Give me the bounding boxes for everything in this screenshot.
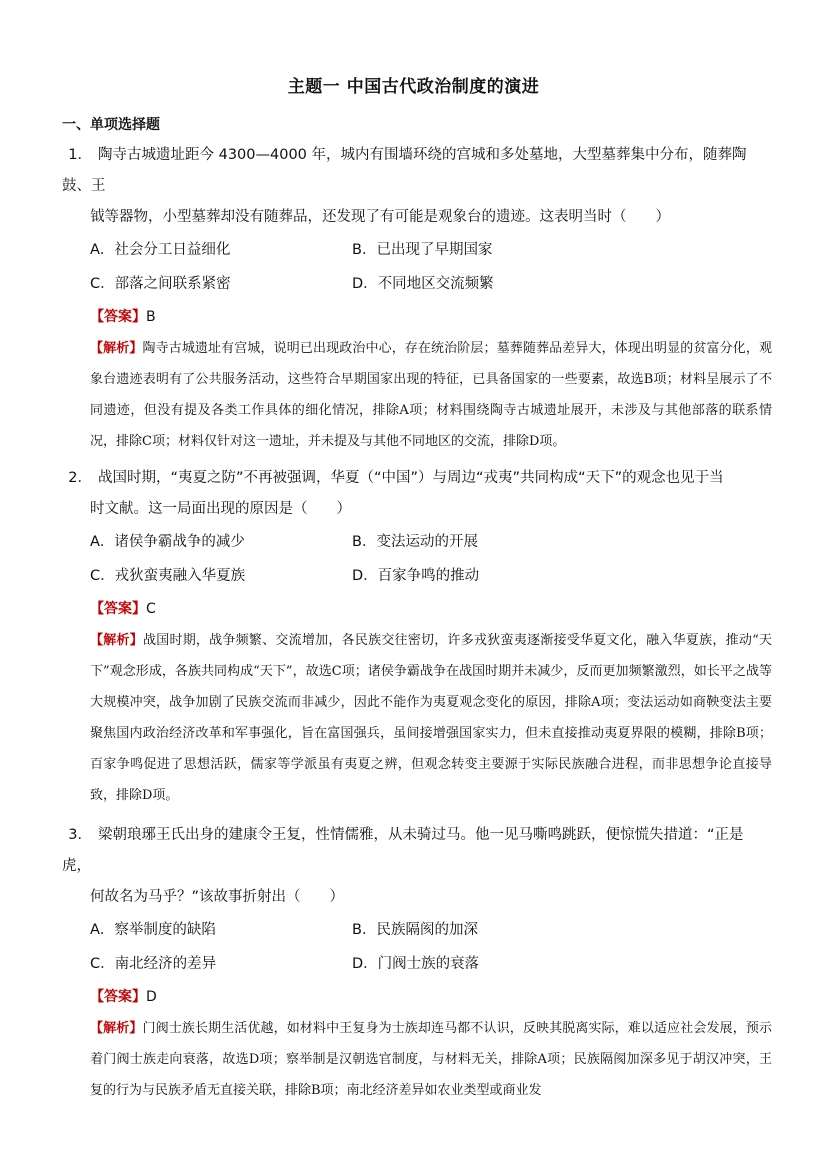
option-d: D．不同地区交流频繁 (352, 276, 494, 292)
explanation-text: 战国时期，战争频繁、交流增加，各民族交往密切，许多戎狄蛮夷逐渐接受华夏文化，融入华夏族，推动“天下”观念形成，各族共同构成“天下”，故选C项；诸侯争霸战争在战国时期并未减少，反而更加频繁激烈，如长平之战等大规模冲突，战争加剧了民族交流而非减少，因此不能作为夷夏观念变化的原因，排除A项；变法运动如商鞅变法主要聚焦国内政治经济改革和军事强化，旨在富国强兵，虽间接增强国家实力，但未直接推动夷夏界限的模糊，排除B项；百家争鸣促进了思想活跃，儒家等学派虽有夷夏之辨，但观念转变主要源于实际民族融合进程，而非思想争论直接导致，排除D项。 (90, 633, 772, 803)
explanation-text: 门阀士族长期生活优越，如材料中王复身为士族却连马都不认识，反映其脱离实际，难以适应社会发展，预示着门阀士族走向衰落，故选D项；察举制是汉朝选官制度，与材料无关，排除A项；民族隔阂加深多见于胡汉冲突，王复的行为与民族矛盾无直接关联，排除B项；南北经济差异如农业类型或商业发 (90, 1021, 772, 1098)
answer-tag: 【答案】 (90, 309, 146, 325)
question-number: 1． (68, 147, 92, 163)
answer-value: C (146, 601, 156, 617)
answer-line (62, 981, 772, 1013)
explanation (62, 1013, 772, 1106)
options (62, 525, 772, 593)
options (62, 233, 772, 301)
question-1 (62, 140, 772, 457)
question-3 (62, 820, 772, 1106)
option-a: A．社会分工日益细化 (90, 242, 231, 258)
option-c: C．部落之间联系紧密 (90, 276, 231, 292)
answer-line (62, 593, 772, 625)
answer-value: B (146, 309, 156, 325)
section-heading: 一、单项选择题 (62, 117, 160, 133)
explanation-tag: 【解析】 (90, 341, 143, 356)
option-a: A．察举制度的缺陷 (90, 922, 216, 938)
option-d: D．百家争鸣的推动 (352, 568, 480, 584)
question-stem: 2． 战国时期，“夷夏之防”不再被强调，华夏（“中国”）与周边“戎夷”共同构成“天下”的观念也见于当 时文献。这一局面出现的原因是（ ） (62, 463, 772, 525)
document-title: 主题一 中国古代政治制度的演进 (287, 77, 540, 97)
answer-tag: 【答案】 (90, 601, 146, 617)
answer-value: D (146, 989, 157, 1005)
question-number: 3． (68, 827, 92, 843)
option-c: C．戎狄蛮夷融入华夏族 (90, 568, 246, 584)
explanation (62, 333, 772, 457)
explanation-tag: 【解析】 (90, 1021, 143, 1036)
option-b: B．已出现了早期国家 (352, 242, 493, 258)
option-a: A．诸侯争霸战争的减少 (90, 534, 245, 550)
explanation-tag: 【解析】 (90, 633, 143, 648)
options (62, 913, 772, 981)
question-stem: 3． 梁朝琅琊王氏出身的建康令王复，性情儒雅，从未骑过马。他一见马嘶鸣跳跃，便惊慌失措道：“正是虎， 何故名为马乎？”该故事折射出（ ） (62, 820, 772, 913)
explanation-text: 陶寺古城遗址有宫城，说明已出现政治中心，存在统治阶层；墓葬随葬品差异大，体现出明显的贫富分化，观象台遗迹表明有了公共服务活动，这些符合早期国家出现的特征，已具备国家的一些要素，故选B项；材料呈展示了不同遗迹，但没有提及各类工作具体的细化情况，排除A项；材料围绕陶寺古城遗址展开，未涉及与其他部落的联系情况，排除C项；材料仅针对这一遗址，并未提及与其他不同地区的交流，排除D项。 (90, 341, 772, 449)
answer-line (62, 301, 772, 333)
explanation (62, 625, 772, 811)
option-b: B．变法运动的开展 (352, 534, 478, 550)
option-d: D．门阀士族的衰落 (352, 956, 480, 972)
question-number: 2． (68, 470, 92, 486)
option-c: C．南北经济的差异 (90, 956, 217, 972)
answer-tag: 【答案】 (90, 989, 146, 1005)
question-2 (62, 463, 772, 811)
option-b: B．民族隔阂的加深 (352, 922, 478, 938)
question-stem: 1． 陶寺古城遗址距今 4300—4000 年，城内有围墙环绕的宫城和多处墓地，大型墓葬集中分布，随葬陶鼓、王 钺等器物，小型墓葬却没有随葬品，还发现了有可能是观象台的遗迹。这表明当时（ ） (62, 140, 772, 233)
